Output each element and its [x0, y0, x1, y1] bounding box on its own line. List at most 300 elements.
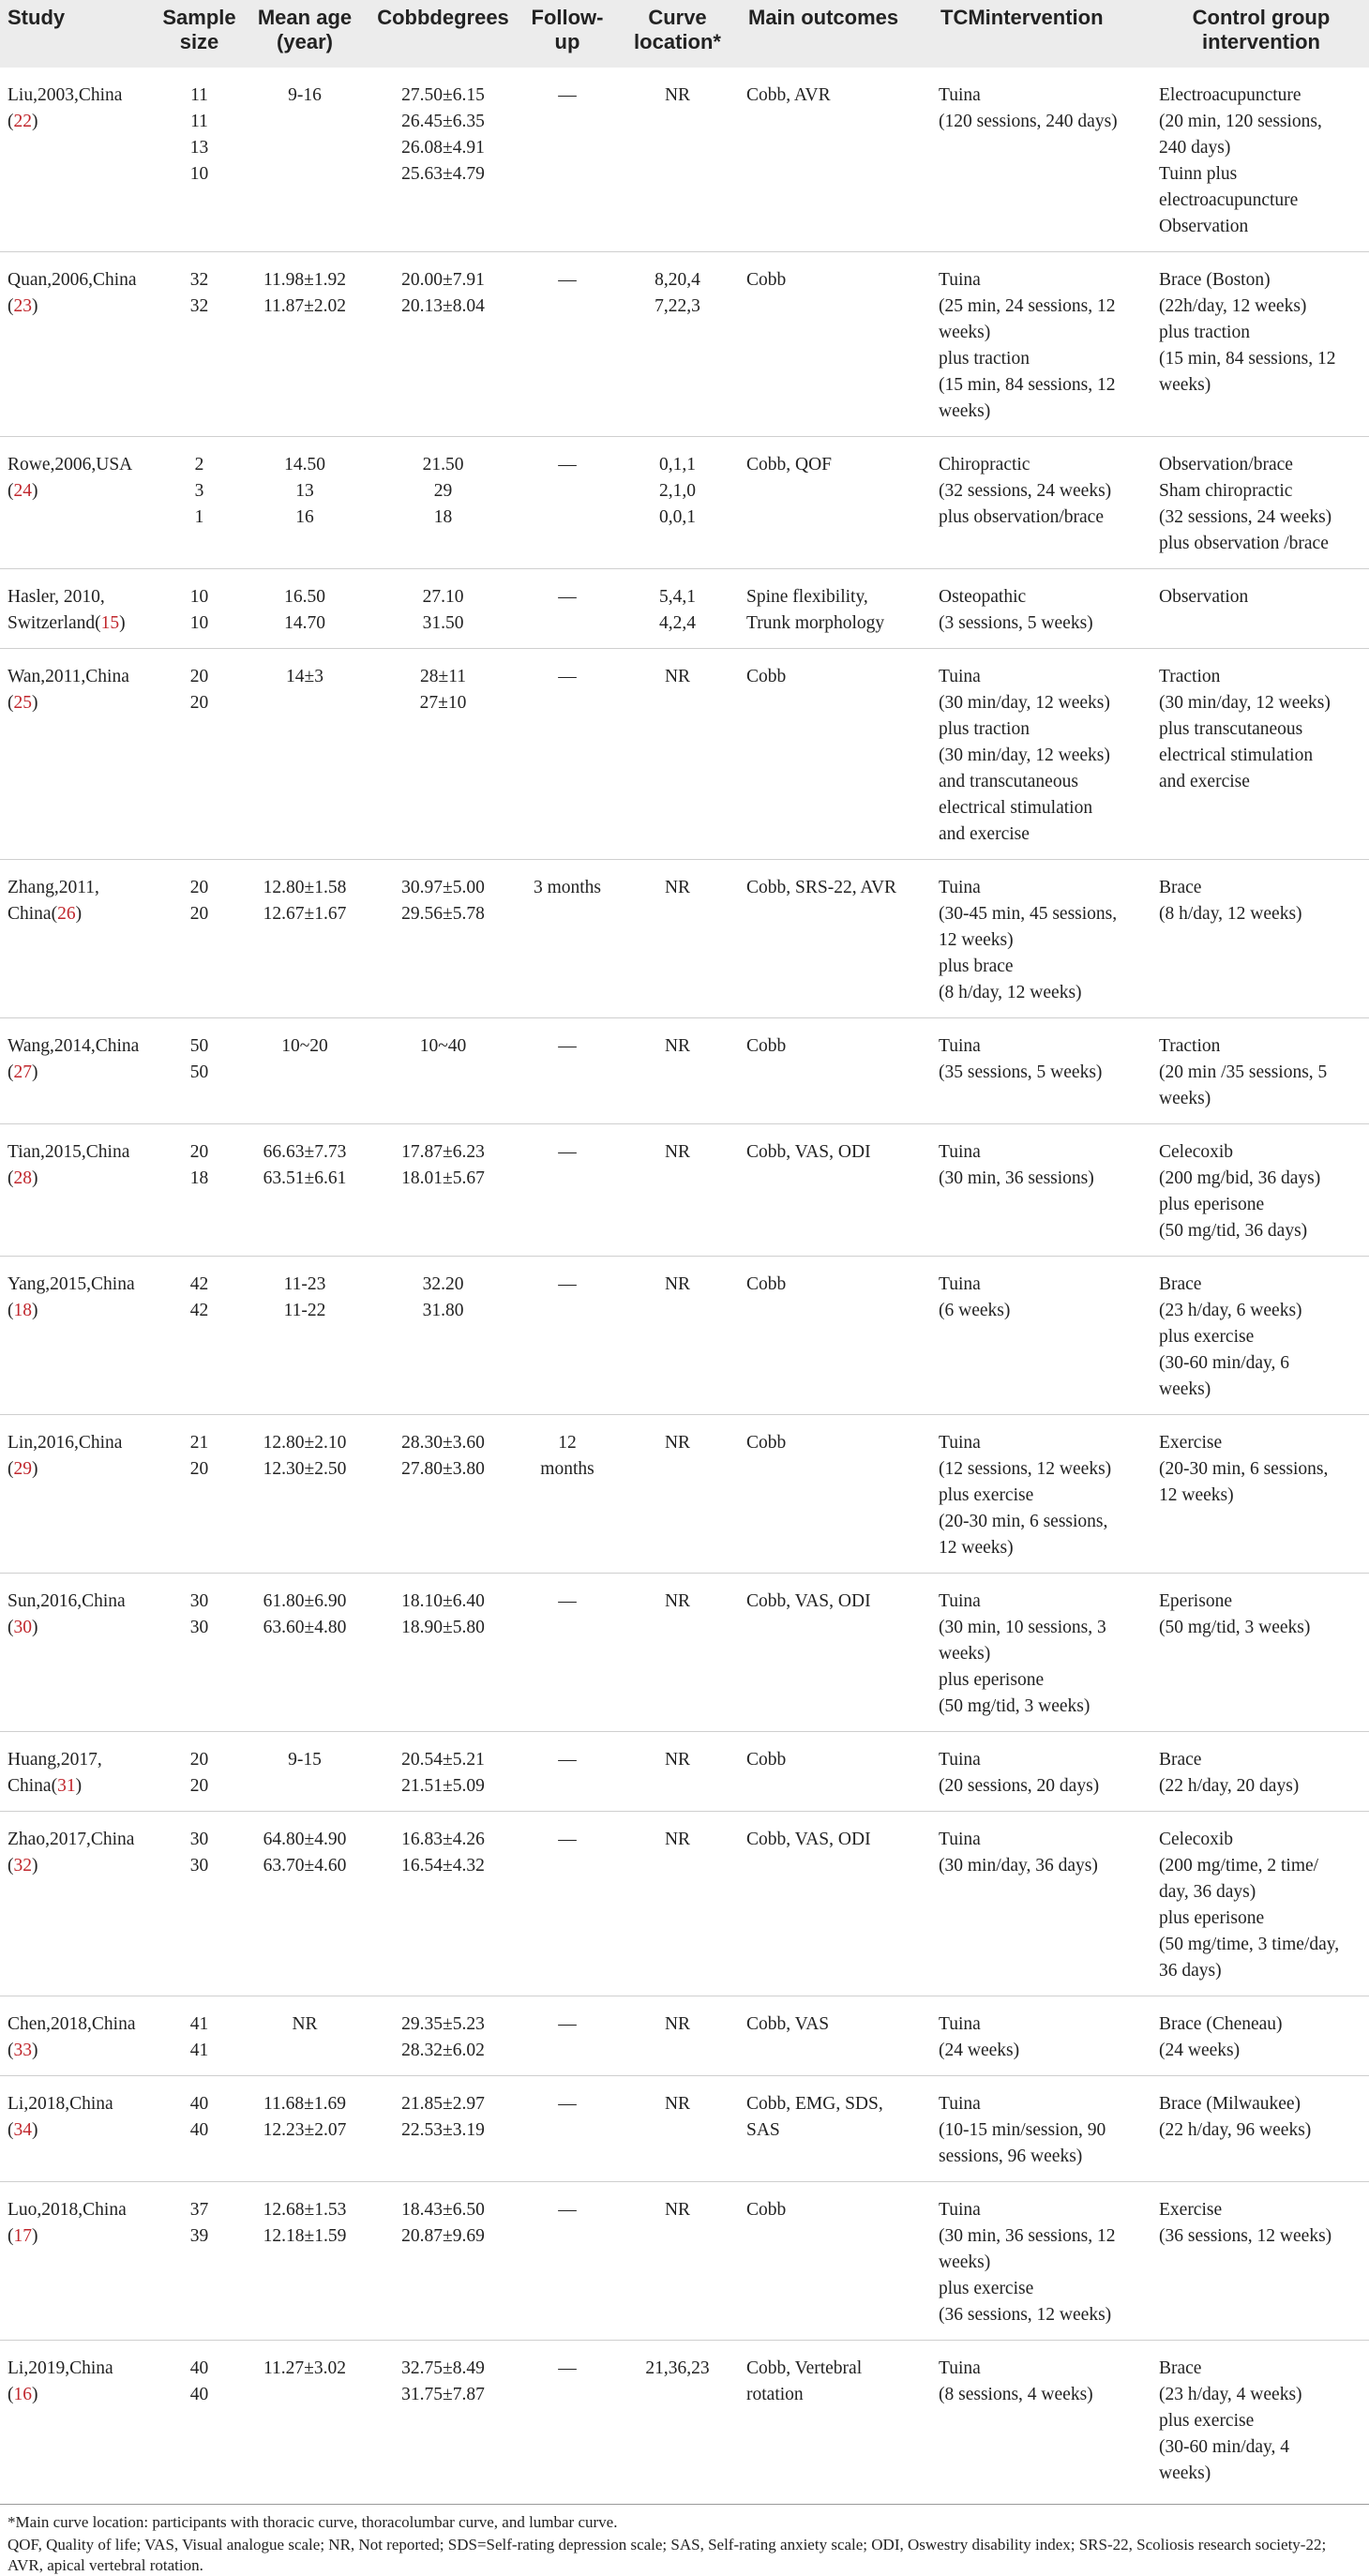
cobb-degrees-cell — [366, 1257, 520, 1415]
table-row — [0, 1574, 1369, 1732]
cell-line: 11.68±1.69 — [263, 2094, 346, 2114]
cell-line: Cobb — [746, 270, 787, 290]
cell-line: Tuina — [939, 1036, 981, 1056]
cell-line: 27.50±6.15 — [401, 85, 485, 105]
cell-line: 11.87±2.02 — [263, 296, 346, 316]
study-cell — [0, 1996, 155, 2076]
curve-location-cell — [614, 860, 741, 1018]
cell-line: NR — [664, 1433, 691, 1453]
cell-line: (30-60 min/day, 6 — [1159, 1353, 1290, 1373]
cell-line: (30 min, 36 sessions) — [939, 1168, 1094, 1188]
cell-line: Cobb, Vertebral — [746, 2358, 863, 2378]
sample-size-cell — [155, 860, 244, 1018]
cell-line: 27.80±3.80 — [401, 1459, 485, 1479]
follow-up-cell — [520, 1732, 614, 1812]
main-outcomes-cell — [741, 569, 933, 649]
main-outcomes-cell — [741, 1996, 933, 2076]
reference-link[interactable]: 28 — [13, 1168, 32, 1188]
cell-line: Brace (Milwaukee) — [1159, 2094, 1301, 2114]
cell-line: (50 mg/tid, 36 days) — [1159, 1221, 1308, 1241]
cell-line: 32.20 — [422, 1274, 464, 1294]
cell-line: 61.80±6.90 — [263, 1591, 347, 1611]
cell-line: 31.50 — [422, 613, 464, 633]
sample-size-cell — [155, 1257, 244, 1415]
cell-line: (22 h/day, 96 weeks) — [1159, 2120, 1312, 2140]
sample-size-cell — [155, 2341, 244, 2499]
cell-line: (8 h/day, 12 weeks) — [1159, 904, 1302, 924]
header-follow-up: Follow-up — [520, 0, 614, 68]
cell-line: Traction — [1159, 667, 1221, 686]
main-outcomes-cell — [741, 860, 933, 1018]
cell-line: 14.70 — [284, 613, 325, 633]
cell-line: 10 — [189, 587, 209, 607]
tcm-intervention-cell — [933, 252, 1153, 437]
cell-line: (30 min, 36 sessions, 12 — [939, 2226, 1116, 2246]
cell-line: (6 weeks) — [939, 1301, 1011, 1320]
curve-location-cell — [614, 1415, 741, 1574]
cell-line: plus observation /brace — [1159, 534, 1329, 553]
cell-line: NR — [664, 1591, 691, 1611]
follow-up-cell — [520, 437, 614, 569]
cell-line: Celecoxib — [1159, 1142, 1234, 1162]
cell-line: 20 — [189, 1459, 209, 1479]
tcm-intervention-cell — [933, 2341, 1153, 2499]
cell-line: — — [558, 455, 577, 475]
reference-link[interactable]: 27 — [13, 1062, 32, 1082]
cell-line: 20 — [189, 1750, 209, 1770]
reference-link[interactable]: 34 — [13, 2120, 32, 2140]
tcm-intervention-cell — [933, 1812, 1153, 1996]
cell-line: (32 sessions, 24 weeks) — [939, 481, 1112, 501]
header-tcm-intervention: TCMintervention — [933, 0, 1153, 68]
study-ref-line: (25) — [8, 693, 38, 713]
study-cell — [0, 1732, 155, 1812]
mean-age-cell — [244, 2341, 366, 2499]
reference-link[interactable]: 24 — [13, 481, 32, 501]
study-name: Li,2018,China — [8, 2094, 113, 2114]
curve-location-cell — [614, 2076, 741, 2182]
mean-age-cell — [244, 649, 366, 860]
cell-line: 16 — [295, 507, 314, 527]
cell-line: 10 — [189, 613, 209, 633]
sample-size-cell — [155, 1124, 244, 1257]
control-intervention-cell — [1153, 1732, 1369, 1812]
curve-location-cell — [614, 2341, 741, 2499]
cell-line: Tuina — [939, 1274, 981, 1294]
cell-line: 11.27±3.02 — [263, 2358, 346, 2378]
cell-line: 10~40 — [419, 1036, 467, 1056]
cell-line: — — [558, 667, 577, 686]
cell-line: (32 sessions, 24 weeks) — [1159, 507, 1332, 527]
cell-line: 40 — [189, 2120, 209, 2140]
cell-line: 9-15 — [288, 1750, 322, 1770]
cell-line: 12.18±1.59 — [263, 2226, 347, 2246]
main-outcomes-cell — [741, 1574, 933, 1732]
header-control-intervention: Control group intervention — [1153, 0, 1369, 68]
cell-line: weeks) — [1159, 375, 1211, 395]
cell-line: — — [558, 2094, 577, 2114]
study-ref-line: (33) — [8, 2041, 38, 2060]
cell-line: 26.45±6.35 — [401, 112, 485, 131]
cell-line: 20 — [189, 667, 209, 686]
study-ref-line: (18) — [8, 1301, 38, 1320]
control-intervention-cell — [1153, 68, 1369, 252]
cell-line: 21.85±2.97 — [401, 2094, 485, 2114]
cell-line: (200 mg/time, 2 time/ — [1159, 1856, 1319, 1876]
cell-line: 18.90±5.80 — [401, 1618, 485, 1637]
cell-line: 32 — [189, 296, 209, 316]
tcm-intervention-cell — [933, 569, 1153, 649]
cell-line: Trunk morphology — [746, 613, 885, 633]
sample-size-cell — [155, 437, 244, 569]
cell-line: Tuina — [939, 667, 981, 686]
mean-age-cell — [244, 860, 366, 1018]
cell-line: (30 min/day, 36 days) — [939, 1856, 1098, 1876]
control-intervention-cell — [1153, 1996, 1369, 2076]
cell-line: 12.23±2.07 — [263, 2120, 347, 2140]
cell-line: Tuina — [939, 1591, 981, 1611]
cell-line: and exercise — [939, 824, 1030, 844]
follow-up-cell — [520, 2076, 614, 2182]
cobb-degrees-cell — [366, 1812, 520, 1996]
study-name: Yang,2015,China — [8, 1274, 135, 1294]
tcm-intervention-cell — [933, 2076, 1153, 2182]
study-cell — [0, 68, 155, 252]
header-study: Study — [0, 0, 155, 68]
cell-line: — — [558, 2358, 577, 2378]
cell-line: 13 — [295, 481, 314, 501]
cell-line: 66.63±7.73 — [263, 1142, 347, 1162]
control-intervention-cell — [1153, 1574, 1369, 1732]
follow-up-cell — [520, 649, 614, 860]
cell-line: (12 sessions, 12 weeks) — [939, 1459, 1112, 1479]
cell-line: Cobb, VAS, ODI — [746, 1142, 871, 1162]
cell-line: 63.51±6.61 — [263, 1168, 347, 1188]
cell-line: (20 sessions, 20 days) — [939, 1776, 1100, 1796]
study-name: Zhang,2011, — [8, 878, 99, 897]
table-row — [0, 2341, 1369, 2499]
study-ref-line: (17) — [8, 2226, 38, 2246]
curve-location-cell — [614, 1812, 741, 1996]
study-name: China(26) — [8, 904, 83, 924]
cell-line: plus exercise — [1159, 1327, 1255, 1347]
cell-line: (20 min, 120 sessions, — [1159, 112, 1322, 131]
mean-age-cell — [244, 1257, 366, 1415]
cell-line: Tuina — [939, 2014, 981, 2034]
table-row — [0, 1018, 1369, 1124]
mean-age-cell — [244, 1732, 366, 1812]
study-name: Quan,2006,China — [8, 270, 137, 290]
curve-location-cell — [614, 569, 741, 649]
curve-location-cell — [614, 649, 741, 860]
reference-link[interactable]: 33 — [13, 2041, 32, 2060]
cell-line: — — [558, 2200, 577, 2220]
cell-line: rotation — [746, 2385, 804, 2404]
cell-line: (30-45 min, 45 sessions, — [939, 904, 1118, 924]
study-name: Sun,2016,China — [8, 1591, 126, 1611]
reference-link[interactable]: 29 — [13, 1459, 32, 1479]
cell-line: (30-60 min/day, 4 — [1159, 2437, 1290, 2457]
cell-line: 11-22 — [283, 1301, 326, 1320]
control-intervention-cell — [1153, 1812, 1369, 1996]
cell-line: 4,2,4 — [659, 613, 696, 633]
curve-location-cell — [614, 437, 741, 569]
cell-line: 42 — [189, 1274, 209, 1294]
cell-line: (25 min, 24 sessions, 12 — [939, 296, 1116, 316]
cell-line: 30 — [189, 1618, 209, 1637]
control-intervention-cell — [1153, 569, 1369, 649]
control-intervention-cell — [1153, 2182, 1369, 2341]
study-ref-line: (22) — [8, 112, 38, 131]
cell-line: 7,22,3 — [654, 296, 700, 316]
study-cell — [0, 860, 155, 1018]
cell-line: 36 days) — [1159, 1961, 1222, 1981]
cell-line: (22 h/day, 20 days) — [1159, 1776, 1300, 1796]
cell-line: electrical stimulation — [1159, 746, 1314, 765]
cell-line: weeks) — [1159, 1379, 1211, 1399]
cell-line: 30 — [189, 1591, 209, 1611]
cell-line: plus eperisone — [1159, 1195, 1265, 1214]
main-outcomes-cell — [741, 437, 933, 569]
mean-age-cell — [244, 252, 366, 437]
follow-up-cell — [520, 1415, 614, 1574]
cobb-degrees-cell — [366, 437, 520, 569]
cell-line: 12.80±2.10 — [263, 1433, 347, 1453]
mean-age-cell — [244, 1812, 366, 1996]
main-outcomes-cell — [741, 1812, 933, 1996]
cell-line: 20 — [189, 878, 209, 897]
reference-link[interactable]: 31 — [57, 1776, 76, 1796]
cell-line: NR — [664, 85, 691, 105]
cell-line: weeks) — [939, 1644, 991, 1664]
cell-line: weeks) — [939, 2252, 991, 2272]
tcm-intervention-cell — [933, 860, 1153, 1018]
cell-line: 18.01±5.67 — [401, 1168, 485, 1188]
mean-age-cell — [244, 1996, 366, 2076]
cell-line: Tuina — [939, 85, 981, 105]
control-intervention-cell — [1153, 860, 1369, 1018]
cell-line: 8,20,4 — [654, 270, 700, 290]
study-ref-line: (27) — [8, 1062, 38, 1082]
reference-link[interactable]: 30 — [13, 1618, 32, 1637]
cobb-degrees-cell — [366, 2182, 520, 2341]
cell-line: — — [558, 1142, 577, 1162]
cell-line: 29 — [433, 481, 453, 501]
tcm-intervention-cell — [933, 1996, 1153, 2076]
follow-up-cell — [520, 1812, 614, 1996]
cell-line: Chiropractic — [939, 455, 1031, 475]
cell-line: 27.10 — [422, 587, 464, 607]
reference-link[interactable]: 32 — [13, 1856, 32, 1876]
reference-link[interactable]: 16 — [13, 2385, 32, 2404]
cell-line: (36 sessions, 12 weeks) — [1159, 2226, 1332, 2246]
cell-line: 40 — [189, 2094, 209, 2114]
cell-line: — — [558, 270, 577, 290]
cell-line: — — [558, 2014, 577, 2034]
curve-location-cell — [614, 252, 741, 437]
cobb-degrees-cell — [366, 1574, 520, 1732]
cell-line: 0,0,1 — [659, 507, 696, 527]
cell-line: Cobb, EMG, SDS, — [746, 2094, 883, 2114]
table-row — [0, 860, 1369, 1018]
cell-line: (15 min, 84 sessions, 12 — [1159, 349, 1336, 369]
cell-line: electrical stimulation — [939, 798, 1093, 818]
table-row — [0, 2182, 1369, 2341]
table-row — [0, 649, 1369, 860]
cell-line: Observation — [1159, 217, 1249, 236]
cell-line: 12.30±2.50 — [263, 1459, 347, 1479]
sample-size-cell — [155, 2076, 244, 2182]
study-cell — [0, 1018, 155, 1124]
cell-line: and exercise — [1159, 772, 1250, 791]
cell-line: 2 — [194, 455, 204, 475]
mean-age-cell — [244, 2076, 366, 2182]
cell-line: (8 h/day, 12 weeks) — [939, 983, 1082, 1002]
follow-up-cell — [520, 2341, 614, 2499]
table-row — [0, 1812, 1369, 1996]
study-ref-line: (34) — [8, 2120, 38, 2140]
cell-line: day, 36 days) — [1159, 1882, 1256, 1902]
cell-line: 20.87±9.69 — [401, 2226, 485, 2246]
cobb-degrees-cell — [366, 1415, 520, 1574]
cell-line: 16.83±4.26 — [401, 1830, 485, 1849]
cell-line: — — [558, 85, 577, 105]
cell-line: NR — [664, 2200, 691, 2220]
study-cell — [0, 1812, 155, 1996]
cell-line: NR — [664, 1274, 691, 1294]
cell-line: (20-30 min, 6 sessions, — [1159, 1459, 1329, 1479]
cell-line: 12.67±1.67 — [263, 904, 347, 924]
cell-line: plus eperisone — [1159, 1908, 1265, 1928]
cell-line: Tuina — [939, 1433, 981, 1453]
follow-up-cell — [520, 860, 614, 1018]
cell-line: 20.54±5.21 — [401, 1750, 485, 1770]
reference-link[interactable]: 18 — [13, 1301, 32, 1320]
cobb-degrees-cell — [366, 2076, 520, 2182]
mean-age-cell — [244, 1574, 366, 1732]
cell-line: 14±3 — [286, 667, 323, 686]
reference-link[interactable]: 23 — [13, 296, 32, 316]
cell-line: 39 — [189, 2226, 209, 2246]
reference-link[interactable]: 15 — [100, 613, 120, 633]
cell-line: NR — [664, 1142, 691, 1162]
cell-line: plus observation/brace — [939, 507, 1104, 527]
cobb-degrees-cell — [366, 68, 520, 252]
cell-line: sessions, 96 weeks) — [939, 2147, 1083, 2166]
cell-line: weeks) — [939, 401, 991, 421]
main-outcomes-cell — [741, 2076, 933, 2182]
cell-line: (120 sessions, 240 days) — [939, 112, 1118, 131]
cell-line: Cobb — [746, 1750, 787, 1770]
main-outcomes-cell — [741, 2182, 933, 2341]
cell-line: 11.98±1.92 — [263, 270, 346, 290]
mean-age-cell — [244, 1018, 366, 1124]
cell-line: 30 — [189, 1830, 209, 1849]
study-name: Chen,2018,China — [8, 2014, 136, 2034]
cell-line: 18 — [189, 1168, 209, 1188]
cell-line: Brace — [1159, 878, 1202, 897]
cell-line: weeks) — [939, 323, 991, 342]
cell-line: Cobb — [746, 1433, 787, 1453]
cell-line: (36 sessions, 12 weeks) — [939, 2305, 1112, 2325]
curve-location-cell — [614, 1996, 741, 2076]
cell-line: Observation — [1159, 587, 1249, 607]
tcm-intervention-cell — [933, 1257, 1153, 1415]
cell-line: 10~20 — [281, 1036, 328, 1056]
cell-line: NR — [664, 1036, 691, 1056]
reference-link[interactable]: 25 — [13, 693, 32, 713]
cell-line: Tuina — [939, 1750, 981, 1770]
reference-link[interactable]: 26 — [57, 904, 76, 924]
cell-line: 14.50 — [284, 455, 325, 475]
follow-up-cell — [520, 68, 614, 252]
study-ref-line: (32) — [8, 1856, 38, 1876]
cell-line: NR — [292, 2014, 318, 2034]
footnote: QOF, Quality of life; VAS, Visual analogue scale; NR, Not reported; SDS=Self-rating depression scale; SAS, Self-rating anxiety scale; ODI, Oswestry disability index; SRS-22, Scoliosis research society-22; AVR, apical vertebral rotation. — [8, 2536, 1327, 2574]
study-name: Wan,2011,China — [8, 667, 129, 686]
reference-link[interactable]: 22 — [13, 112, 32, 131]
sample-size-cell — [155, 649, 244, 860]
main-outcomes-cell — [741, 252, 933, 437]
cell-line: 20 — [189, 904, 209, 924]
mean-age-cell — [244, 1415, 366, 1574]
cell-line: Exercise — [1159, 2200, 1223, 2220]
study-name: Hasler, 2010, — [8, 587, 105, 607]
main-outcomes-cell — [741, 1257, 933, 1415]
follow-up-cell — [520, 1018, 614, 1124]
header-mean-age: Mean age (year) — [244, 0, 366, 68]
cell-line: Osteopathic — [939, 587, 1027, 607]
control-intervention-cell — [1153, 1124, 1369, 1257]
header-curve-location: Curve location* — [614, 0, 741, 68]
study-cell — [0, 1574, 155, 1732]
follow-up-cell — [520, 569, 614, 649]
cell-line: (50 mg/tid, 3 weeks) — [1159, 1618, 1311, 1637]
cell-line: Cobb, SRS-22, AVR — [746, 878, 897, 897]
cell-line: 12.68±1.53 — [263, 2200, 347, 2220]
cell-line: electroacupuncture — [1159, 190, 1299, 210]
cell-line: Brace — [1159, 1750, 1202, 1770]
tcm-intervention-cell — [933, 437, 1153, 569]
reference-link[interactable]: 17 — [13, 2226, 32, 2246]
cell-line: 31.80 — [422, 1301, 464, 1320]
study-cell — [0, 1415, 155, 1574]
study-name: Luo,2018,China — [8, 2200, 127, 2220]
cell-line: 10 — [189, 164, 209, 184]
cell-line: Cobb — [746, 667, 787, 686]
cell-line: plus exercise — [1159, 2411, 1255, 2431]
cell-line: 13 — [189, 138, 209, 158]
study-name: Zhao,2017,China — [8, 1830, 135, 1849]
cell-line: 9-16 — [288, 85, 322, 105]
cell-line: Cobb, VAS — [746, 2014, 830, 2034]
table-header — [0, 0, 1369, 68]
cell-line: 20 — [189, 1776, 209, 1796]
cell-line: 16.54±4.32 — [401, 1856, 485, 1876]
cell-line: Tuina — [939, 1142, 981, 1162]
cell-line: (23 h/day, 4 weeks) — [1159, 2385, 1302, 2404]
study-name: Switzerland(15) — [8, 613, 126, 633]
control-intervention-cell — [1153, 649, 1369, 860]
cell-line: 1 — [194, 507, 204, 527]
cell-line: and transcutaneous — [939, 772, 1078, 791]
cell-line: plus eperisone — [939, 1670, 1045, 1690]
follow-up-cell — [520, 252, 614, 437]
main-outcomes-cell — [741, 1018, 933, 1124]
curve-location-cell — [614, 1018, 741, 1124]
cell-line: 28±11 — [420, 667, 466, 686]
sample-size-cell — [155, 252, 244, 437]
